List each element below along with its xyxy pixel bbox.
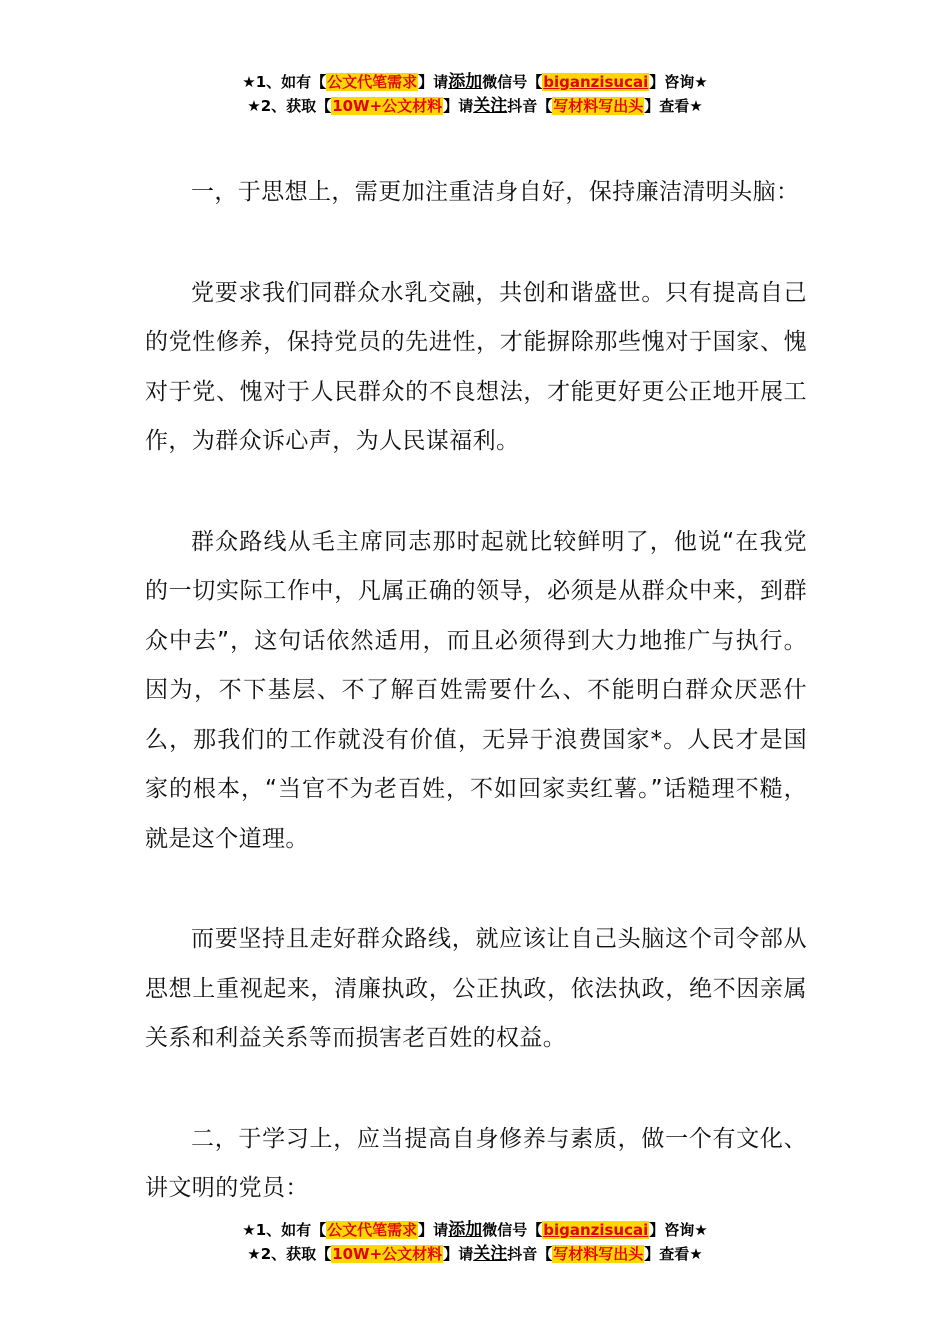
footer-highlight-douyin-account[interactable]: 写材料写出头	[553, 1245, 644, 1263]
header-line-1-suffix: 】咨询★	[649, 73, 708, 91]
footer-highlight-wechat-id[interactable]: biganzisucai	[543, 1221, 649, 1239]
highlight-wechat-id[interactable]: biganzisucai	[543, 73, 649, 91]
footer-line-1-suffix: 】咨询★	[649, 1221, 708, 1239]
footer-emphasis-follow: 关注	[473, 1244, 508, 1264]
footer-line-2-prefix: ★2、获取【	[247, 1245, 332, 1263]
footer-line-1	[0, 1218, 950, 1242]
header-line-1	[0, 70, 950, 94]
footer-line-1-prefix: ★1、如有【	[242, 1221, 327, 1239]
footer-banner	[0, 1218, 950, 1266]
header-line-2-text: 】请	[443, 97, 474, 115]
header-line-1-prefix: ★1、如有【	[242, 73, 327, 91]
footer-line-2-text-2: 抖音【	[507, 1245, 553, 1263]
document-body	[145, 168, 807, 1214]
highlight-douyin-account[interactable]: 写材料写出头	[553, 97, 644, 115]
header-line-2-prefix: ★2、获取【	[247, 97, 332, 115]
paragraph-1: 党要求我们同群众水乳交融，共创和谐盛世。只有提高自己的党性修养，保持党员的先进性，才能摒除那些愧对于国家、愧对于党、愧对于人民群众的不良想法，才能更好更公正地开展工作，为群众诉心声，为人民谋福利。	[145, 279, 807, 454]
header-line-2	[0, 94, 950, 118]
footer-line-2-text: 】请	[443, 1245, 474, 1263]
highlight-service: 公文代笔需求	[327, 73, 418, 91]
header-banner	[0, 70, 950, 118]
footer-line-1-text: 】请	[418, 1221, 449, 1239]
footer-emphasis-add: 添加	[448, 1220, 483, 1240]
emphasis-follow: 关注	[473, 96, 508, 116]
header-line-1-text: 】请	[418, 73, 449, 91]
footer-line-1-text-2: 微信号【	[482, 1221, 543, 1239]
paragraph-2: 群众路线从毛主席同志那时起就比较鲜明了，他说“在我党的一切实际工作中，凡属正确的领导，必须是从群众中来，到群众中去”，这句话依然适用，而且必须得到大力地推广与执行。因为，不下基层、不了解百姓需要什么、不能明白群众厌恶什么，那我们的工作就没有价值，无异于浪费国家*。人民才是国家的根本，“当官不为老百姓，不如回家卖红薯。”话糙理不糙，就是这个道理。	[145, 528, 807, 852]
section-heading-1: 一，于思想上，需更加注重洁身自好，保持廉洁清明头脑：	[191, 179, 800, 205]
paragraph-3: 而要坚持且走好群众路线，就应该让自己头脑这个司令部从思想上重视起来，清廉执政，公正执政，依法执政，绝不因亲属关系和利益关系等而损害老百姓的权益。	[145, 926, 807, 1051]
emphasis-add: 添加	[448, 72, 483, 92]
footer-line-2-suffix: 】查看★	[644, 1245, 703, 1263]
footer-line-2	[0, 1242, 950, 1266]
header-line-2-suffix: 】查看★	[644, 97, 703, 115]
header-line-2-text-2: 抖音【	[507, 97, 553, 115]
section-heading-2: 二，于学习上，应当提高自身修养与素质，做一个有文化、讲文明的党员：	[145, 1125, 807, 1201]
footer-highlight-service: 公文代笔需求	[327, 1221, 418, 1239]
footer-highlight-materials: 10W+公文材料	[332, 1245, 443, 1263]
highlight-materials: 10W+公文材料	[332, 97, 443, 115]
header-line-1-text-2: 微信号【	[482, 73, 543, 91]
